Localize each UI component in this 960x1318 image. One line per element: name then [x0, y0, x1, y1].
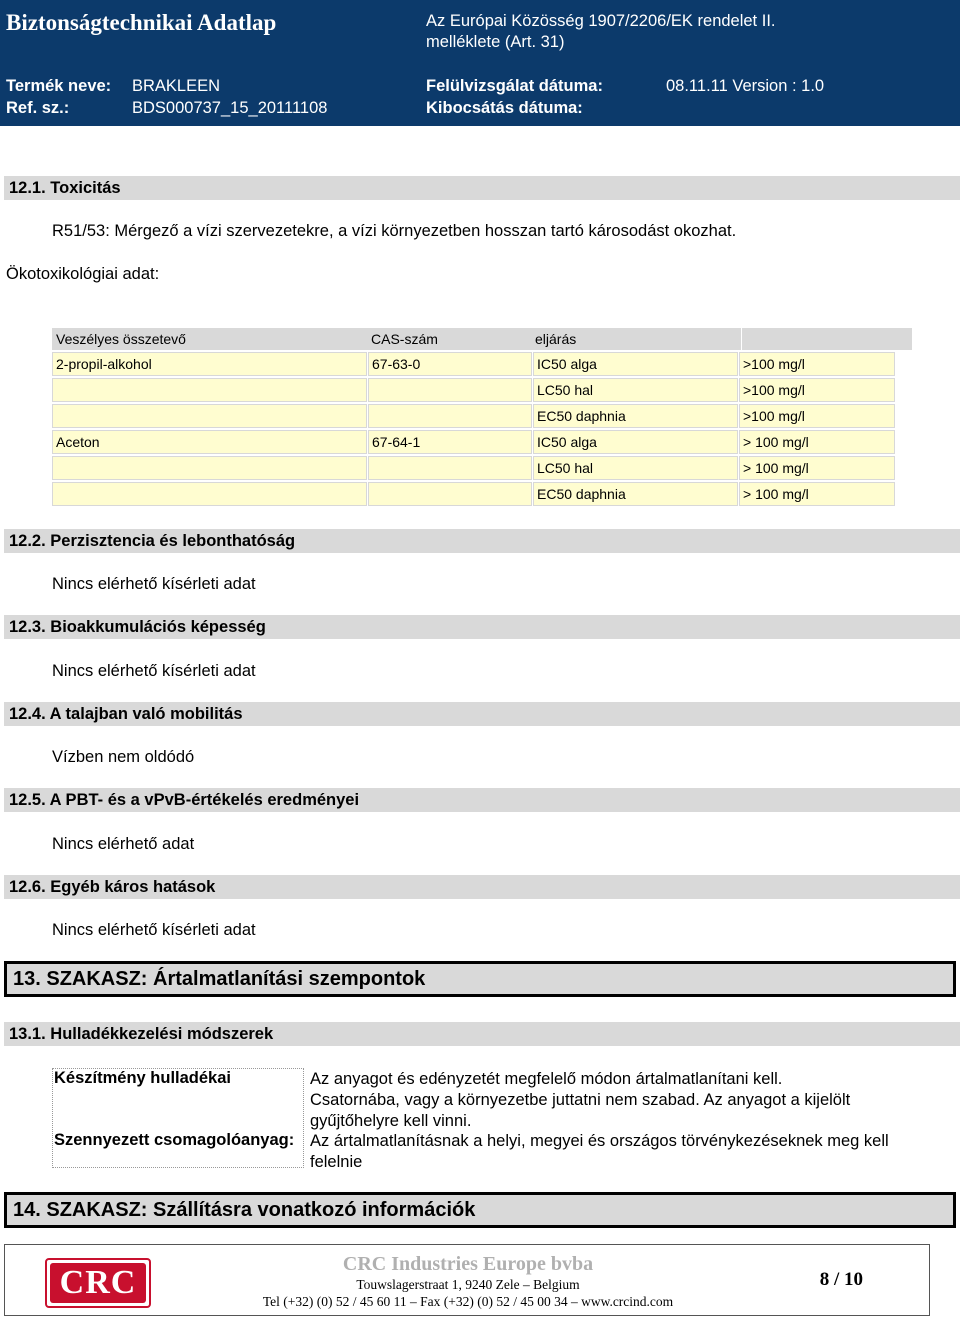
- review-date: 08.11.11 Version : 1.0: [666, 77, 825, 95]
- table-cell-value: >100 mg/l: [739, 352, 895, 376]
- table-cell-value: >100 mg/l: [739, 404, 895, 428]
- section-14-heading: 14. SZAKASZ: Szállításra vonatkozó információk: [4, 1192, 956, 1228]
- table-cell-cas: 67-64-1: [368, 430, 532, 454]
- regulation-line-2: melléklete (Art. 31): [426, 33, 565, 51]
- section-12-6-heading: [4, 875, 960, 899]
- section-12-1-heading: [4, 176, 960, 200]
- col-header-divider: [741, 328, 742, 350]
- section-12-4-heading: [4, 702, 960, 726]
- table-cell-method: EC50 daphnia: [533, 404, 738, 428]
- packaging-text: Az ártalmatlanításnak a helyi, megyei és országos törvénykezéseknek meg kell felelnie: [310, 1132, 889, 1171]
- table-cell-cas: [368, 456, 532, 480]
- table-cell-substance: [52, 456, 367, 480]
- waste-label: Készítmény hulladékai: [54, 1069, 231, 1087]
- table-cell-substance: [52, 378, 367, 402]
- release-date-label: Kibocsátás dátuma:: [426, 99, 583, 117]
- section-13-heading: 13. SZAKASZ: Ártalmatlanítási szempontok: [4, 961, 956, 997]
- section-12-3-heading: [4, 615, 960, 639]
- table-cell-value: >100 mg/l: [739, 378, 895, 402]
- section-12-6-text: Nincs elérhető kísérleti adat: [52, 921, 256, 939]
- footer-contact: Tel (+32) (0) 52 / 45 60 11 – Fax (+32) (0) 52 / 45 00 34 – www.crcind.com: [262, 1294, 674, 1309]
- regulation-line-1: Az Európai Közösség 1907/2206/EK rendelet II.: [426, 12, 776, 30]
- col-header-substance: Veszélyes összetevő: [56, 331, 186, 347]
- section-12-2-heading: [4, 529, 960, 553]
- ecotox-table-header: [52, 328, 912, 350]
- section-12-5-heading: [4, 788, 960, 812]
- table-cell-method: EC50 daphnia: [533, 482, 738, 506]
- section-12-2-title: 12.2. Perzisztencia és lebonthatóság: [9, 532, 296, 550]
- waste-text-1: Az anyagot és edényzetét megfelelő módon ártalmatlanítani kell.: [310, 1070, 783, 1088]
- table-cell-method: IC50 alga: [533, 352, 738, 376]
- table-cell-substance: [52, 404, 367, 428]
- footer-address: Touwslagerstraat 1, 9240 Zele – Belgium: [356, 1277, 580, 1292]
- page-number: 8 / 10: [819, 1269, 863, 1290]
- document-title: Biztonságtechnikai Adatlap: [6, 10, 277, 35]
- section-12-4-title: 12.4. A talajban való mobilitás: [9, 705, 243, 723]
- section-13-1-title: 13.1. Hulladékkezelési módszerek: [9, 1025, 274, 1043]
- section-12-2-text: Nincs elérhető kísérleti adat: [52, 575, 256, 593]
- crc-logo-text: CRC: [50, 1263, 146, 1303]
- section-12-6-title: 12.6. Egyéb káros hatások: [9, 878, 216, 896]
- table-cell-substance: [52, 482, 367, 506]
- col-header-cas: CAS-szám: [371, 331, 438, 347]
- review-date-label: Felülvizsgálat dátuma:: [426, 77, 603, 95]
- ref-number-label: Ref. sz.:: [6, 99, 70, 117]
- packaging-label: Szennyezett csomagolóanyag:: [54, 1131, 295, 1149]
- section-12-5-text: Nincs elérhető adat: [52, 835, 195, 853]
- section-13-1-heading: [4, 1022, 960, 1046]
- col-header-method: eljárás: [535, 331, 577, 347]
- product-name: BRAKLEEN: [132, 77, 221, 95]
- ref-number: BDS000737_15_20111108: [132, 99, 328, 117]
- table-cell-method: LC50 hal: [533, 456, 738, 480]
- section-12-5-title: 12.5. A PBT- és a vPvB-értékelés eredményei: [9, 791, 360, 809]
- table-cell-substance: Aceton: [52, 430, 367, 454]
- table-cell-cas: 67-63-0: [368, 352, 532, 376]
- section-12-3-text: Nincs elérhető kísérleti adat: [52, 662, 256, 680]
- table-cell-substance: 2-propil-alkohol: [52, 352, 367, 376]
- ecotox-label: Ökotoxikológiai adat:: [6, 265, 160, 283]
- toxicity-statement: R51/53: Mérgező a vízi szervezetekre, a vízi környezetben hosszan tartó károsodást okozhat.: [52, 222, 737, 240]
- table-cell-method: IC50 alga: [533, 430, 738, 454]
- footer-company: CRC Industries Europe bvba: [342, 1253, 594, 1275]
- table-cell-method: LC50 hal: [533, 378, 738, 402]
- table-cell-cas: [368, 378, 532, 402]
- page-footer: [4, 1244, 930, 1316]
- table-cell-value: > 100 mg/l: [739, 456, 895, 480]
- regulation-reference: [426, 11, 856, 53]
- section-12-4-text: Vízben nem oldódó: [52, 748, 195, 766]
- section-12-1-title: 12.1. Toxicitás: [9, 179, 121, 197]
- table-cell-cas: [368, 482, 532, 506]
- table-cell-value: > 100 mg/l: [739, 430, 895, 454]
- table-cell-cas: [368, 404, 532, 428]
- waste-text-2: Csatornába, vagy a környezetbe juttatni nem szabad. Az anyagot a kijelölt gyűjtőhelyre kell vinni.: [310, 1091, 851, 1130]
- table-cell-value: > 100 mg/l: [739, 482, 895, 506]
- product-name-label: Termék neve:: [6, 77, 112, 95]
- section-12-3-title: 12.3. Bioakkumulációs képesség: [9, 618, 266, 636]
